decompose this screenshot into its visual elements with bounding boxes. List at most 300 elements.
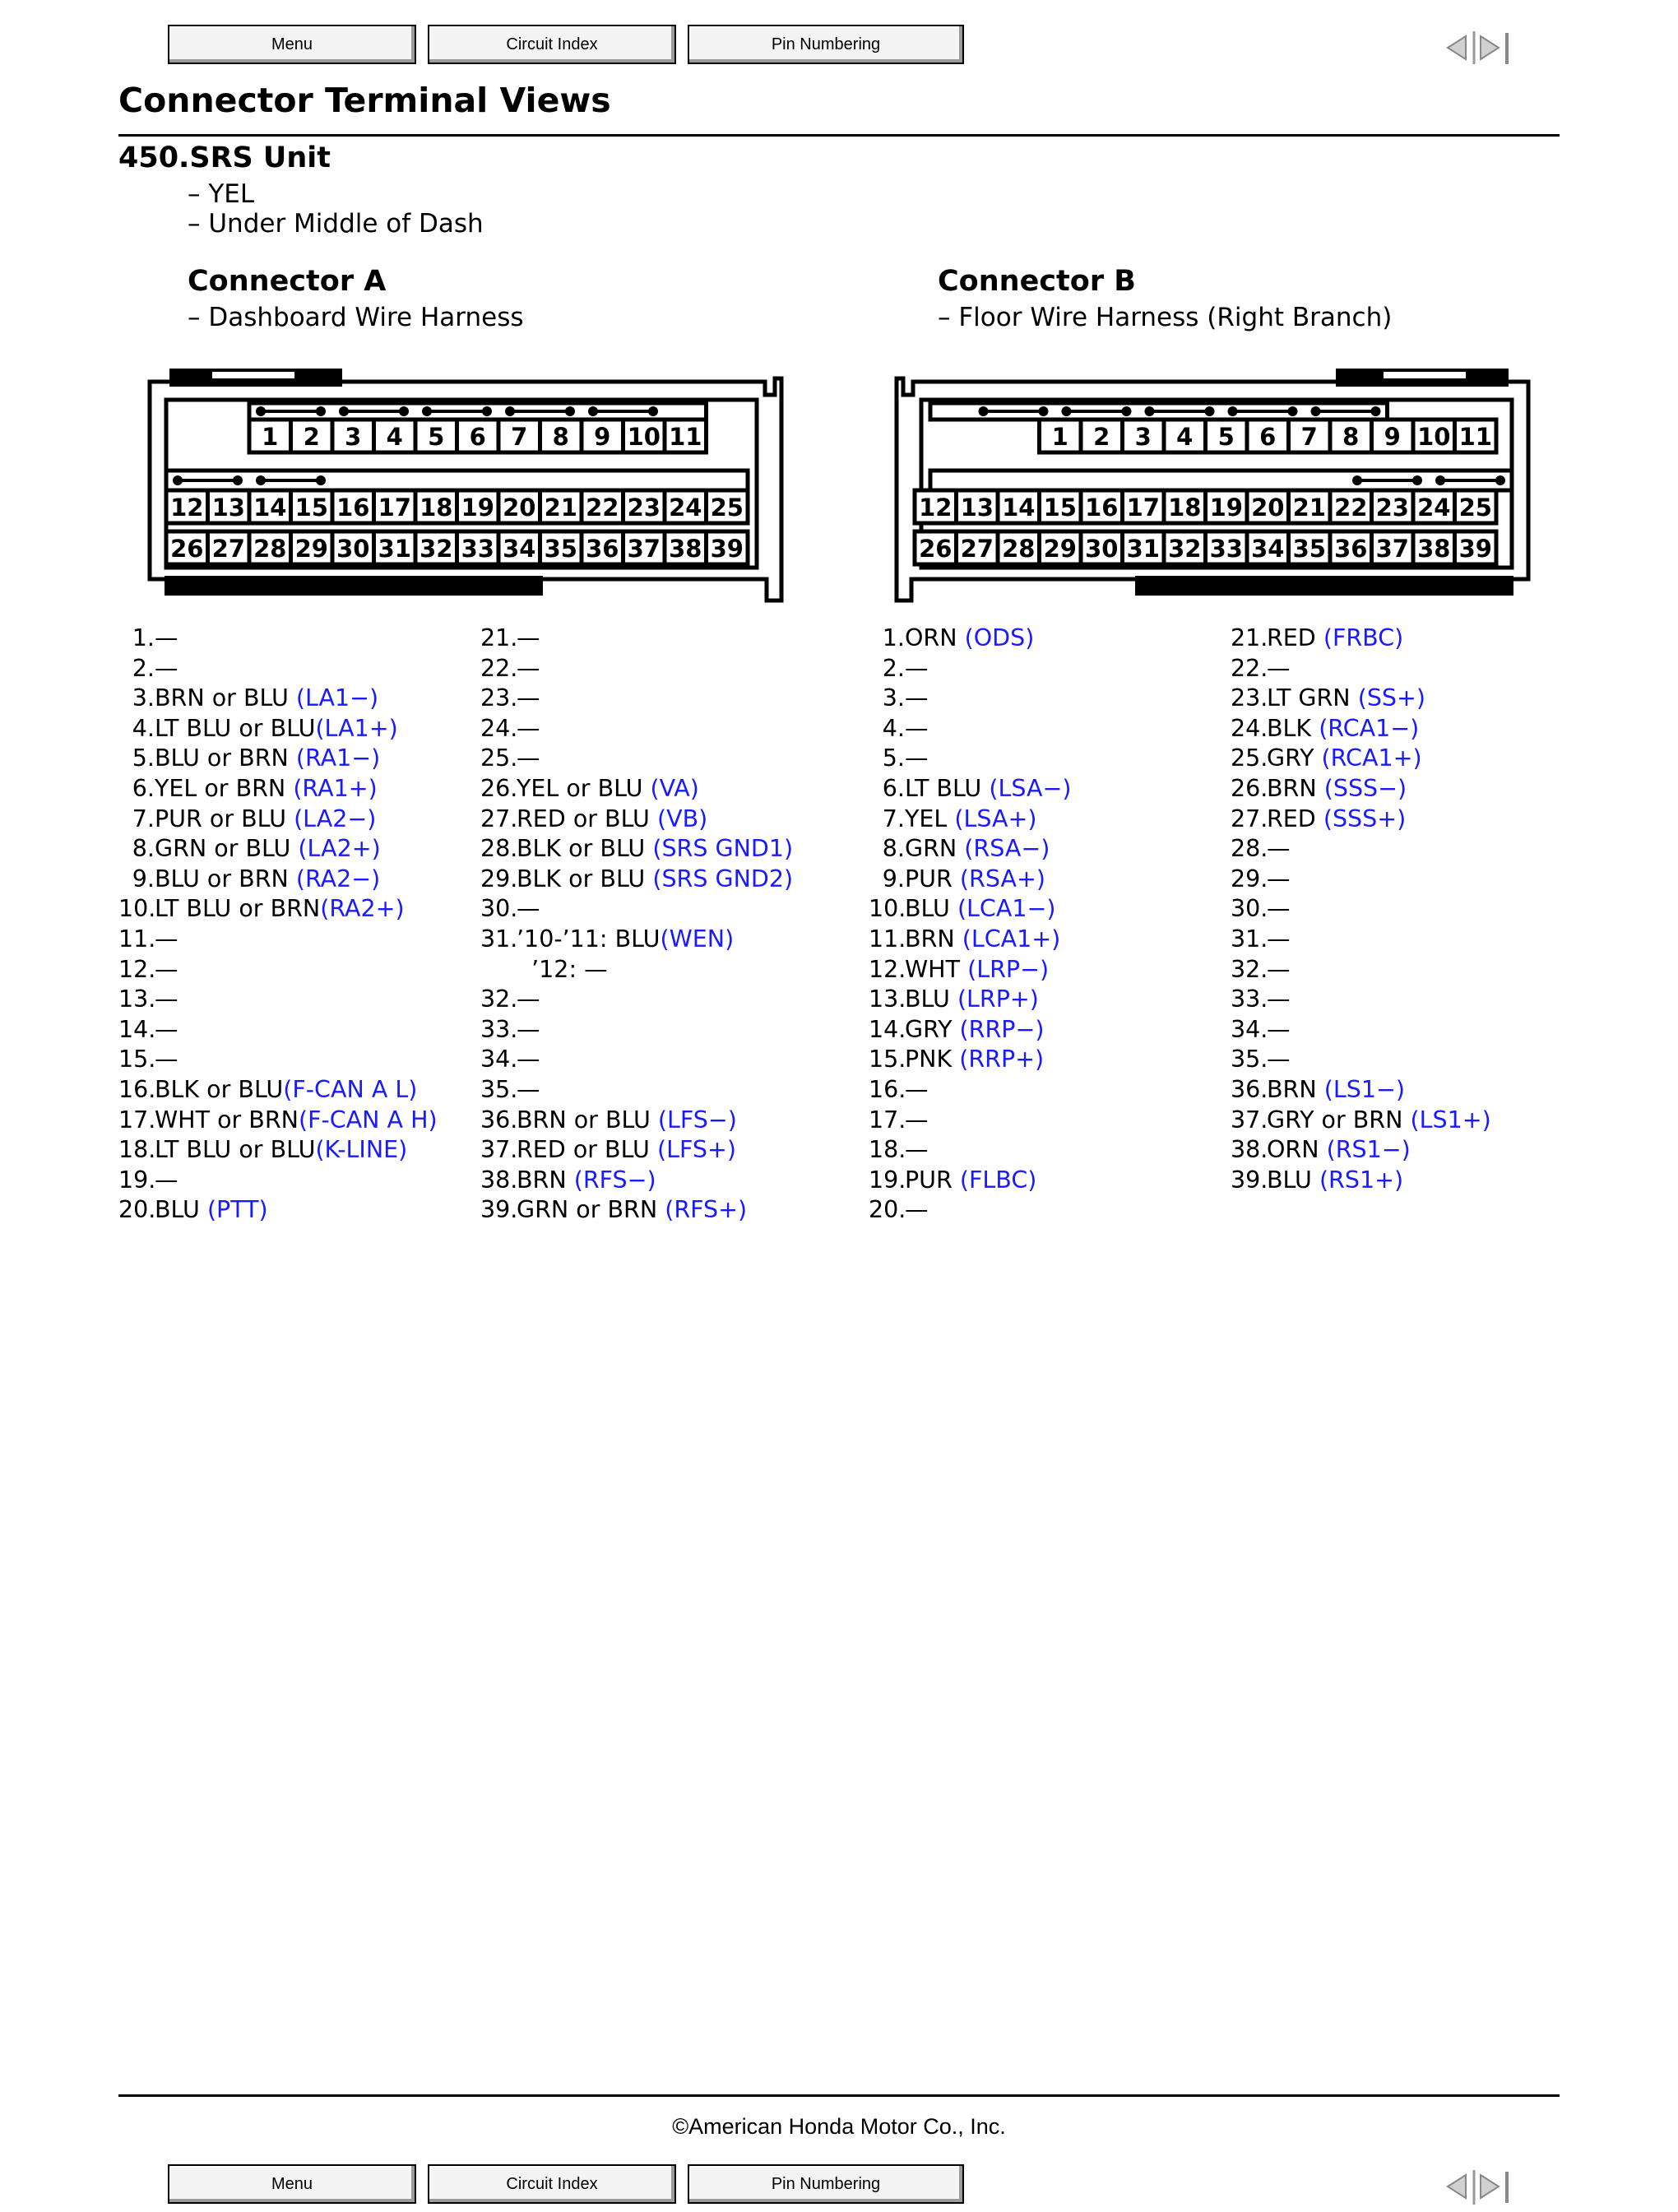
terminal-number: 36: [1334, 535, 1368, 563]
wire-color: —: [155, 925, 178, 953]
pin-number: 14.: [118, 1015, 156, 1043]
signal-name: (RS1+): [1319, 1166, 1404, 1194]
pin-entry: [1231, 955, 1491, 985]
pin-number: 35.: [480, 1075, 518, 1103]
pin-entry: [1231, 744, 1491, 774]
wire-color: YEL or BLU: [517, 774, 651, 802]
connector-b-pins-col1: [869, 624, 1071, 1226]
pin-number: 8.: [132, 835, 155, 863]
lock-tab-slot: [212, 372, 294, 378]
next-page-icon[interactable]: [1481, 33, 1507, 64]
terminal-number: 9: [594, 423, 611, 451]
pin-number: 13.: [869, 985, 906, 1013]
link-bar-row: [166, 471, 748, 490]
pin-number: 39.: [480, 1196, 518, 1224]
terminal-number: 18: [1168, 494, 1202, 522]
pin-number: 7.: [882, 805, 905, 832]
pin-number: 9.: [882, 865, 905, 893]
terminal-number: 27: [960, 535, 994, 563]
shorting-dot: [565, 406, 575, 416]
terminal-number: 33: [461, 535, 494, 563]
connector-a-harness: – Dashboard Wire Harness: [188, 303, 524, 332]
shorting-dot: [233, 475, 243, 485]
wire-color: —: [155, 1015, 178, 1043]
pin-entry: [1231, 684, 1491, 714]
pin-number: 37.: [480, 1136, 518, 1164]
pin-entry: [480, 1106, 793, 1136]
connector-a-pins-col1: [118, 624, 438, 1226]
pin-number: 31.: [480, 925, 518, 953]
terminal-number: 36: [586, 535, 619, 563]
wire-color: GRN: [905, 835, 965, 863]
signal-name: (RA1−): [295, 744, 381, 772]
lock-tab-slot: [1384, 372, 1466, 378]
signal-name: (LFS+): [656, 1136, 736, 1164]
signal-name: (LCA1−): [957, 895, 1056, 923]
wire-color: —: [1267, 895, 1291, 923]
signal-name: (LRP−): [967, 955, 1050, 983]
pin-number: 28.: [1231, 835, 1268, 863]
pin-number: 4.: [882, 714, 905, 742]
prev-page-icon[interactable]: [1448, 36, 1466, 59]
pin-entry: [480, 925, 793, 955]
terminal-number: 16: [1085, 494, 1119, 522]
pin-entry: [480, 894, 793, 925]
pin-number: 3.: [132, 684, 155, 712]
pin-entry: [118, 684, 438, 714]
pin-number: 32.: [480, 985, 518, 1013]
pin-entry: [1231, 714, 1491, 744]
wire-color: —: [905, 684, 929, 712]
pin-number: 25.: [1231, 744, 1268, 772]
terminal-number: 8: [1342, 423, 1360, 451]
signal-name: (LS1+): [1410, 1106, 1491, 1134]
pin-numbering-button[interactable]: Pin Numbering: [688, 25, 964, 64]
pin-number: 13.: [118, 985, 156, 1013]
wire-color: —: [155, 624, 178, 652]
pin-number: 10.: [869, 895, 906, 923]
terminal-number: 34: [503, 535, 536, 563]
signal-name: (SSS−): [1323, 774, 1407, 802]
pin-entry: [869, 1106, 1071, 1136]
terminal-number: 3: [1134, 423, 1152, 451]
pin-number: 34.: [1231, 1015, 1268, 1043]
pin-number: 17.: [118, 1106, 156, 1134]
pin-entry: [869, 714, 1071, 744]
wire-color: —: [1267, 1015, 1291, 1043]
pin-entry: [480, 805, 793, 835]
shorting-dot: [1495, 475, 1505, 485]
pin-entry: [480, 1015, 793, 1046]
signal-name: (F-CAN A L): [283, 1075, 418, 1103]
pin-number: 36.: [480, 1106, 518, 1134]
pin-number: 2.: [132, 654, 155, 682]
pin-entry: [480, 1075, 793, 1106]
pin-entry: [118, 744, 438, 774]
shorting-dot: [1205, 406, 1215, 416]
pin-entry: [1231, 865, 1491, 895]
pin-entry: [118, 1135, 438, 1166]
signal-name: (LA1−): [295, 684, 379, 712]
terminal-number: 28: [1002, 535, 1036, 563]
pin-entry: [480, 654, 793, 684]
signal-name: (LA1+): [315, 714, 398, 742]
shorting-dot: [1352, 475, 1362, 485]
signal-name: (K-LINE): [315, 1136, 408, 1164]
wire-color: —: [905, 1196, 929, 1224]
pin-entry: [118, 805, 438, 835]
shorting-dot: [648, 406, 658, 416]
terminal-number: 13: [211, 494, 245, 522]
terminal-number: 31: [1126, 535, 1160, 563]
signal-name: (RRP+): [959, 1046, 1045, 1074]
pin-entry: [869, 1075, 1071, 1106]
pin-entry: [1231, 805, 1491, 835]
terminal-number: 35: [544, 535, 577, 563]
pin-entry: [480, 985, 793, 1015]
pin-number: 17.: [869, 1106, 906, 1134]
pin-entry: [1231, 1135, 1491, 1166]
footer-rule: [118, 2094, 1560, 2097]
pin-number: 18.: [118, 1136, 156, 1164]
shorting-dot: [1371, 406, 1381, 416]
wire-color: —: [1267, 985, 1291, 1013]
menu-button[interactable]: Menu: [168, 25, 416, 64]
pin-number: 16.: [118, 1075, 156, 1103]
pin-number: 27.: [480, 805, 518, 832]
terminal-number: 26: [919, 535, 953, 563]
pin-number: 15.: [869, 1046, 906, 1074]
pin-entry: [118, 1106, 438, 1136]
terminal-number: 7: [511, 423, 528, 451]
wire-color: PUR or BLU: [155, 805, 294, 832]
pin-number: 22.: [1231, 654, 1268, 682]
terminal-number: 32: [420, 535, 453, 563]
terminal-number: 24: [669, 494, 702, 522]
pin-entry: [118, 1166, 438, 1196]
page-arrows: [1444, 28, 1515, 64]
wire-color: BRN: [1267, 774, 1324, 802]
pin-entry: [869, 654, 1071, 684]
shorting-dot: [1062, 406, 1072, 416]
pin-number: 14.: [869, 1015, 906, 1043]
wire-color: —: [905, 654, 929, 682]
connector-a-diagram: [140, 369, 790, 607]
shorting-dot: [1435, 475, 1445, 485]
circuit-index-button[interactable]: Circuit Index: [428, 25, 676, 64]
pin-number: 29.: [480, 865, 518, 893]
pin-number: 31.: [1231, 925, 1268, 953]
title-rule: [118, 134, 1560, 137]
wire-color: BRN: [1267, 1075, 1324, 1103]
wire-color: GRN or BRN: [517, 1196, 665, 1224]
unit-location: – Under Middle of Dash: [188, 209, 484, 239]
pin-entry: [1231, 1106, 1491, 1136]
bottom-key: [165, 576, 543, 596]
pin-entry: [869, 1166, 1071, 1196]
pin-entry: [480, 684, 793, 714]
pin-entry: [1231, 624, 1491, 654]
terminal-number: 5: [428, 423, 445, 451]
wire-color: —: [517, 744, 540, 772]
pin-numbering-button-bottom[interactable]: Pin Numbering: [688, 2164, 964, 2204]
pin-number: 38.: [1231, 1136, 1268, 1164]
connector-b-title: Connector B: [938, 265, 1136, 298]
pin-number: 26.: [1231, 774, 1268, 802]
terminal-number: 38: [669, 535, 702, 563]
shorting-dot: [316, 475, 326, 485]
terminal-number: 21: [544, 494, 577, 522]
unit-color: – YEL: [188, 179, 255, 209]
pin-entry: [480, 1166, 793, 1196]
wire-color: —: [1267, 955, 1291, 983]
terminal-number: 11: [669, 423, 702, 451]
wire-color: BLU: [1267, 1166, 1319, 1194]
wire-color: —: [905, 714, 929, 742]
pin-entry: [118, 894, 438, 925]
wire-color: WHT or BRN: [155, 1106, 299, 1134]
wire-color: PUR: [905, 865, 960, 893]
pin-number: 2.: [882, 654, 905, 682]
shorting-dot: [505, 406, 515, 416]
signal-name: (FRBC): [1323, 624, 1404, 652]
terminal-number: 12: [919, 494, 953, 522]
wire-color: —: [517, 624, 540, 652]
terminal-number: 22: [1334, 494, 1368, 522]
signal-name: (RRP−): [959, 1015, 1045, 1043]
pin-number: 33.: [480, 1015, 518, 1043]
pin-entry: [480, 744, 793, 774]
pin-number: 1.: [132, 624, 155, 652]
wire-color: BLK or BLU: [517, 835, 653, 863]
terminal-number: 1: [1051, 423, 1068, 451]
wire-color: —: [905, 1075, 929, 1103]
signal-name: (RCA1+): [1321, 744, 1422, 772]
terminal-number: 4: [386, 423, 403, 451]
pin-number: 30.: [480, 895, 518, 923]
signal-name: (LCA1+): [962, 925, 1061, 953]
terminal-number: 2: [1093, 423, 1110, 451]
terminal-number: 28: [253, 535, 287, 563]
wire-color: BLU: [155, 1196, 207, 1224]
pin-number: 23.: [480, 684, 518, 712]
pin-entry: [480, 1045, 793, 1075]
wire-color: LT BLU or BLU: [155, 714, 316, 742]
wire-color: PNK: [905, 1046, 960, 1074]
circuit-index-button-bottom[interactable]: Circuit Index: [428, 2164, 676, 2204]
prev-page-icon[interactable]: [1448, 2175, 1466, 2198]
pin-entry: [480, 1195, 793, 1226]
terminal-number: 10: [627, 423, 661, 451]
wire-color: BLU or BRN: [155, 744, 296, 772]
wire-color: —: [905, 1106, 929, 1134]
pin-entry: [1231, 654, 1491, 684]
pin-entry: [118, 955, 438, 985]
link-bar-row: [930, 471, 1512, 490]
signal-name: (SSS+): [1323, 805, 1407, 832]
pin-entry: [869, 985, 1071, 1015]
terminal-number: 39: [710, 535, 744, 563]
pin-entry: [480, 624, 793, 654]
terminal-number: 29: [294, 535, 328, 563]
pin-number: 32.: [1231, 955, 1268, 983]
wire-color: ORN: [905, 624, 965, 652]
pin-number: 12.: [118, 955, 156, 983]
terminal-number: 33: [1209, 535, 1243, 563]
pin-entry: [1231, 774, 1491, 805]
signal-name: (LSA+): [954, 805, 1037, 832]
pin-number: 15.: [118, 1046, 156, 1074]
pin-entry: [480, 955, 793, 985]
pin-entry: [1231, 834, 1491, 865]
terminal-number: 18: [420, 494, 453, 522]
signal-name: (WEN): [660, 925, 735, 953]
signal-name: (F-CAN A H): [298, 1106, 438, 1134]
wire-color: ’12: —: [517, 955, 608, 983]
terminal-number: 14: [253, 494, 287, 522]
terminal-number: 37: [627, 535, 661, 563]
pin-entry: [118, 624, 438, 654]
menu-button-bottom[interactable]: Menu: [168, 2164, 416, 2204]
shorting-dot: [1122, 406, 1132, 416]
shorting-dot: [588, 406, 598, 416]
wire-color: BLK or BLU: [517, 865, 653, 893]
signal-name: (RSA+): [959, 865, 1045, 893]
terminal-number: 31: [378, 535, 411, 563]
pin-number: 9.: [132, 865, 155, 893]
signal-name: (SS+): [1357, 684, 1426, 712]
wire-color: —: [517, 1046, 540, 1074]
pin-entry: [869, 1135, 1071, 1166]
pin-number: 28.: [480, 835, 518, 863]
signal-name: (RFS−): [573, 1166, 656, 1194]
pin-entry: [869, 684, 1071, 714]
pin-number: 30.: [1231, 895, 1268, 923]
signal-name: (PTT): [206, 1196, 268, 1224]
wire-color: RED: [1267, 805, 1323, 832]
pin-number: 19.: [118, 1166, 156, 1194]
pin-number: 19.: [869, 1166, 906, 1194]
wire-color: WHT: [905, 955, 968, 983]
terminal-number: 17: [1126, 494, 1160, 522]
terminal-number: 35: [1292, 535, 1326, 563]
terminal-number: 21: [1292, 494, 1326, 522]
shorting-dot: [173, 475, 183, 485]
wire-color: YEL: [905, 805, 955, 832]
pin-number: 37.: [1231, 1106, 1268, 1134]
wire-color: —: [1267, 1046, 1291, 1074]
signal-name: (LA2−): [294, 805, 377, 832]
wire-color: —: [517, 1075, 540, 1103]
signal-name: (RCA1−): [1319, 714, 1420, 742]
shorting-dot: [1228, 406, 1238, 416]
pin-entry: [118, 1045, 438, 1075]
pin-entry: [1231, 985, 1491, 1015]
terminal-number: 3: [345, 423, 362, 451]
terminal-number: 11: [1458, 423, 1492, 451]
pin-number: 18.: [869, 1136, 906, 1164]
pin-number: 21.: [480, 624, 518, 652]
terminal-number: 24: [1417, 494, 1451, 522]
wire-color: —: [517, 684, 540, 712]
pin-number: 8.: [882, 835, 905, 863]
terminal-number: 16: [336, 494, 370, 522]
wire-color: RED: [1267, 624, 1323, 652]
terminal-number: 19: [461, 494, 494, 522]
signal-name: (SRS GND1): [652, 835, 794, 863]
pin-number: 39.: [1231, 1166, 1268, 1194]
shorting-dot: [1145, 406, 1155, 416]
pin-number: 38.: [480, 1166, 518, 1194]
terminal-number: 14: [1002, 494, 1036, 522]
wire-color: BRN: [905, 925, 962, 953]
terminal-number: 20: [503, 494, 536, 522]
wire-color: GRY: [1267, 744, 1322, 772]
pin-entry: [118, 1015, 438, 1046]
wire-color: PUR: [905, 1166, 960, 1194]
pin-entry: [869, 925, 1071, 955]
pin-entry: [869, 1195, 1071, 1226]
pin-number: 29.: [1231, 865, 1268, 893]
next-page-icon[interactable]: [1481, 2172, 1507, 2203]
wire-color: —: [905, 744, 929, 772]
pin-number: 26.: [480, 774, 518, 802]
pin-entry: [869, 834, 1071, 865]
wire-color: —: [1267, 865, 1291, 893]
wire-color: BLK: [1267, 714, 1319, 742]
signal-name: (LA2+): [298, 835, 381, 863]
pin-number: 10.: [118, 895, 156, 923]
shorting-dot: [316, 406, 326, 416]
wire-color: —: [155, 1046, 178, 1074]
terminal-number: 25: [710, 494, 744, 522]
pin-entry: [118, 1195, 438, 1226]
shorting-dot: [422, 406, 432, 416]
pin-entry: [118, 925, 438, 955]
pin-entry: [118, 774, 438, 805]
connector-b-diagram: [888, 369, 1538, 607]
pin-number: 16.: [869, 1075, 906, 1103]
signal-name: (ODS): [964, 624, 1035, 652]
pin-number: 21.: [1231, 624, 1268, 652]
signal-name: (RS1−): [1326, 1136, 1411, 1164]
pin-number: 20.: [869, 1196, 906, 1224]
pin-entry: [480, 714, 793, 744]
pin-entry: [869, 805, 1071, 835]
signal-name: (VB): [656, 805, 708, 832]
wire-color: —: [155, 654, 178, 682]
terminal-number: 19: [1209, 494, 1243, 522]
pin-entry: [118, 865, 438, 895]
wire-color: BLK or BLU: [155, 1075, 284, 1103]
pin-entry: [869, 774, 1071, 805]
pin-number: 23.: [1231, 684, 1268, 712]
wire-color: —: [155, 985, 178, 1013]
terminal-number: 32: [1168, 535, 1202, 563]
wire-color: —: [1267, 835, 1291, 863]
signal-name: (LRP+): [957, 985, 1039, 1013]
wire-color: BLU or BRN: [155, 865, 296, 893]
connector-body: [150, 369, 781, 601]
pin-number: 24.: [480, 714, 518, 742]
signal-name: (VA): [650, 774, 699, 802]
wire-color: BLU: [905, 895, 957, 923]
terminal-number: 10: [1417, 423, 1451, 451]
wire-color: LT BLU or BRN: [155, 895, 321, 923]
terminal-number: 25: [1458, 494, 1492, 522]
terminal-number: 26: [170, 535, 204, 563]
page-arrows-bottom: [1444, 2167, 1515, 2206]
